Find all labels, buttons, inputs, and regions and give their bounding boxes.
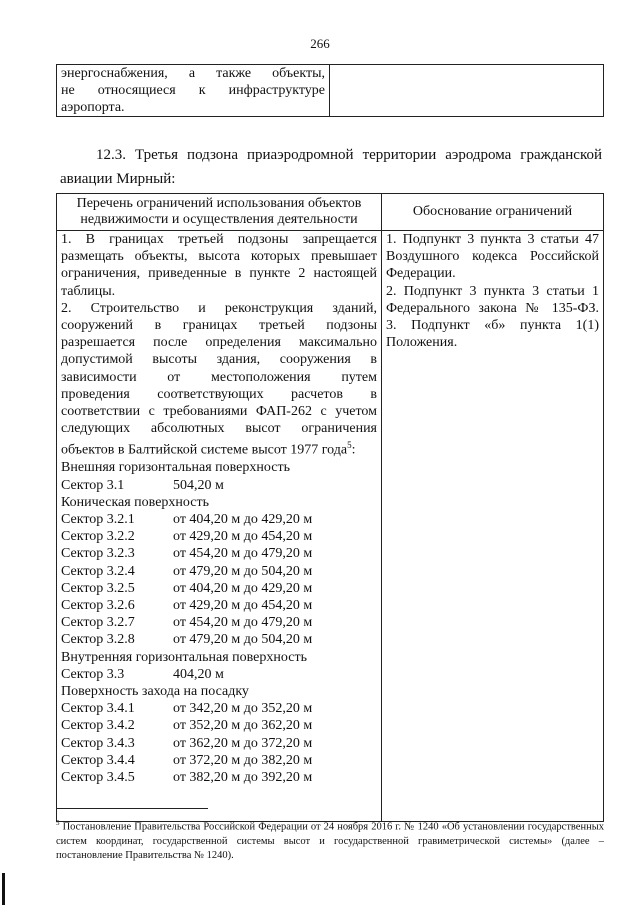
sector-name: Сектор 3.4.2	[61, 718, 135, 734]
sector-row	[61, 563, 377, 580]
surface-title: Внешняя горизонтальная поверхность	[61, 460, 290, 476]
sector-height: от 404,20 м до 429,20 м	[173, 580, 313, 596]
continuation-cell-left	[57, 65, 330, 117]
header-justification: Обоснование ограничений	[382, 194, 604, 231]
sector-name: Сектор 3.2.3	[61, 546, 135, 562]
sector-row	[61, 580, 377, 597]
footnote-separator	[56, 808, 208, 809]
footnote	[56, 816, 604, 863]
sector-name: Сектор 3.4.4	[61, 752, 135, 768]
section-heading	[60, 143, 602, 191]
sector-row	[61, 528, 377, 545]
restriction-tail: :	[351, 443, 356, 459]
justification-cell	[382, 231, 604, 822]
surface-title: Внутренняя горизонтальная поверхность	[61, 649, 307, 665]
sector-row	[61, 477, 377, 494]
sector-height: от 342,20 м до 352,20 м	[173, 701, 313, 717]
justification-line: 1. Подпункт 3 пункта 3 статьи 47	[386, 232, 599, 247]
sector-name: Сектор 3.2.7	[61, 615, 135, 631]
restriction-line: проведения соответствующих расчетов в	[61, 386, 377, 402]
justification-line: 3. Подпункт «б» пункта 1(1)	[386, 318, 599, 334]
continuation-line: не относящиеся к инфраструктуре	[61, 83, 325, 98]
sector-row	[61, 614, 377, 631]
restriction-line: зависимости от местоположения путем	[61, 369, 377, 385]
restriction-line: разрешается после определения максимально	[61, 335, 377, 351]
justification-line: Федерального закона № 135-ФЗ.	[386, 300, 599, 316]
section-heading-line: 12.3. Третья подзона приаэродромной территории аэродрома гражданской	[96, 147, 602, 163]
justification-line: Федерации.	[386, 266, 456, 282]
sector-name: Сектор 3.2.1	[61, 511, 135, 527]
sector-row	[61, 666, 377, 683]
sector-height: от 372,20 м до 382,20 м	[173, 752, 313, 768]
sector-name: Сектор 3.2.5	[61, 580, 135, 596]
sector-height: 404,20 м	[173, 666, 224, 682]
restriction-line: таблицы.	[61, 283, 116, 299]
sector-row	[61, 545, 377, 562]
sector-row	[61, 769, 377, 786]
restriction-line: соответствии с требованиями ФАП-262 с учетом	[61, 404, 377, 420]
continuation-table	[56, 64, 604, 117]
sector-name: Сектор 3.2.8	[61, 632, 135, 648]
restriction-line: 1. В границах третьей подзоны запрещается	[61, 232, 377, 247]
surface-title: Поверхность захода на посадку	[61, 683, 249, 699]
footnote-text: Постановление Правительства Российской Федерации от 24 ноября 2016 г. № 1240 «Об установлении государственных систем координат, государственной системы высот и государственной гравиметрической системы» (далее – постановление Правительства № 1240).	[56, 821, 605, 861]
sector-height: 504,20 м	[173, 477, 224, 493]
sector-height: от 454,20 м до 479,20 м	[173, 546, 313, 562]
sector-name: Сектор 3.1	[61, 477, 125, 493]
continuation-line: аэропорта.	[61, 100, 125, 115]
sector-row	[61, 631, 377, 648]
restrictions-cell	[57, 231, 382, 822]
sector-height: от 479,20 м до 504,20 м	[173, 632, 313, 648]
header-restrictions: Перечень ограничений использования объектов недвижимости и осуществления деятельности	[57, 194, 382, 231]
sector-name: Сектор 3.4.5	[61, 769, 135, 785]
restriction-line: 2. Строительство и реконструкция зданий,	[61, 300, 377, 316]
sector-row	[61, 511, 377, 528]
sector-height: от 404,20 м до 429,20 м	[173, 511, 313, 527]
sector-height: от 429,20 м до 454,20 м	[173, 597, 313, 613]
sector-height: от 362,20 м до 372,20 м	[173, 735, 313, 751]
section-heading-line: авиации Мирный:	[60, 171, 176, 187]
sector-name: Сектор 3.4.1	[61, 701, 135, 717]
justification-line: Воздушного кодекса Российской	[386, 249, 599, 265]
restriction-line: размещать объекты, высота которых превышает	[61, 249, 377, 265]
restriction-line: допустимой высоты здания, сооружения в	[61, 352, 377, 368]
page-number: 266	[310, 36, 330, 51]
restrictions-table	[56, 193, 604, 822]
sector-row	[61, 700, 377, 717]
sector-name: Сектор 3.2.2	[61, 529, 135, 545]
sector-row	[61, 752, 377, 769]
sector-row	[61, 597, 377, 614]
sector-height: от 479,20 м до 504,20 м	[173, 563, 313, 579]
sector-name: Сектор 3.4.3	[61, 735, 135, 751]
justification-line: 2. Подпункт 3 пункта 3 статьи 1	[386, 283, 599, 299]
continuation-line: энергоснабжения, а также объекты,	[61, 66, 325, 81]
footnote-number: 5	[56, 819, 60, 827]
restriction-line: сооружений в границах третьей подзоны	[61, 318, 377, 334]
continuation-cell-right	[330, 65, 604, 117]
sector-row	[61, 735, 377, 752]
restriction-text: объектов в Балтийской системе высот 1977 года	[61, 443, 348, 459]
sector-height: от 352,20 м до 362,20 м	[173, 718, 313, 734]
sector-height: от 454,20 м до 479,20 м	[173, 615, 313, 631]
sector-height: от 429,20 м до 454,20 м	[173, 529, 313, 545]
surface-title: Коническая поверхность	[61, 494, 209, 510]
sector-name: Сектор 3.3	[61, 666, 125, 682]
restriction-line: ограничения, приведенные в пункте 2 настоящей	[61, 266, 377, 282]
footnote-ref: 5	[347, 440, 352, 451]
sector-row	[61, 717, 377, 734]
restriction-line-last	[61, 437, 377, 459]
sector-height: от 382,20 м до 392,20 м	[173, 769, 313, 785]
sector-name: Сектор 3.2.4	[61, 563, 135, 579]
justification-line: Положения.	[386, 335, 458, 351]
sector-name: Сектор 3.2.6	[61, 597, 135, 613]
restriction-line: следующих абсолютных высот ограничения	[61, 421, 377, 437]
scan-mark	[2, 873, 5, 905]
